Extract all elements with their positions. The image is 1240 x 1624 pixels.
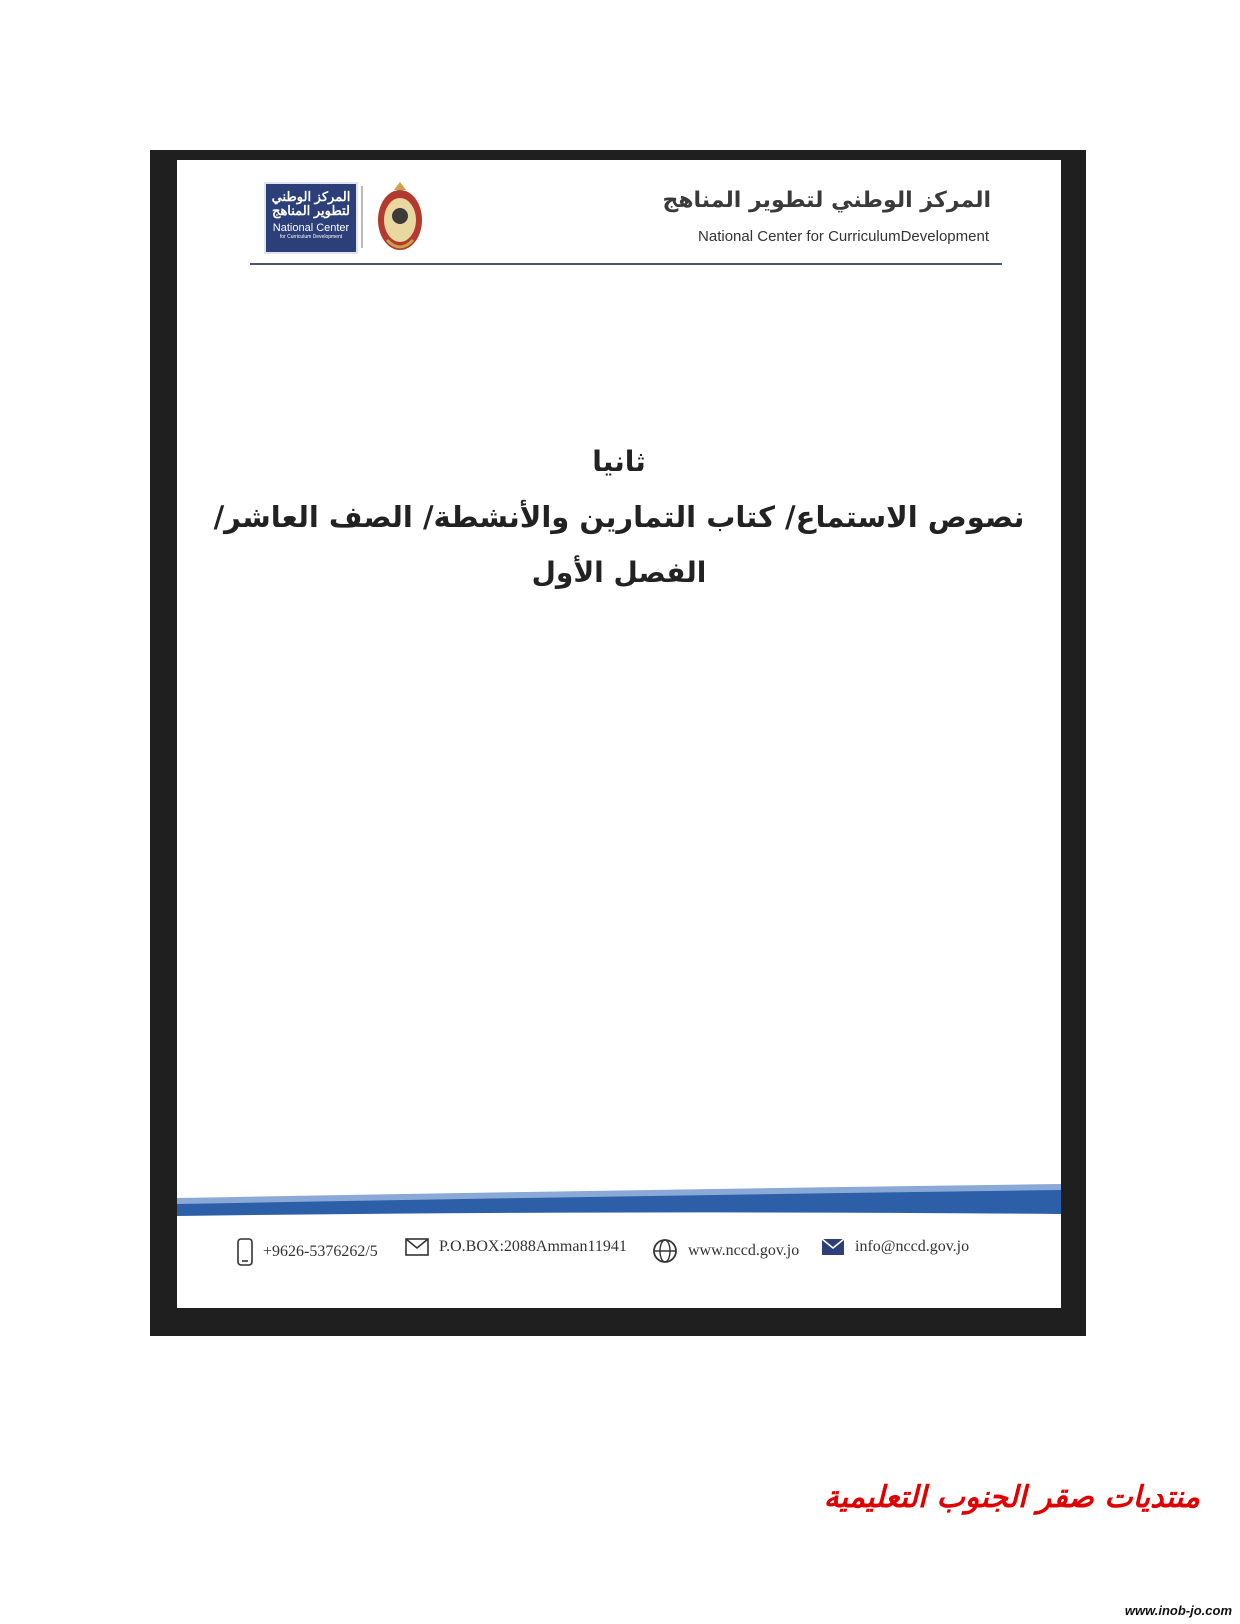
footer-wave — [177, 1182, 1061, 1222]
title-line-3: الفصل الأول — [531, 556, 707, 589]
nccd-logo — [264, 182, 358, 254]
jordan-crest-icon — [375, 180, 425, 256]
title-block — [177, 445, 1061, 589]
email-text: info@nccd.gov.jo — [855, 1238, 970, 1255]
header-divider — [250, 263, 1002, 265]
forum-url: www.inob-jo.com — [1124, 1603, 1232, 1618]
mail-filled-icon — [821, 1238, 845, 1256]
logo-divider — [361, 186, 363, 248]
logo-text-ar: المركز الوطني لتطوير المناهج — [271, 189, 351, 218]
footer-email — [821, 1238, 969, 1256]
footer-phone — [237, 1238, 378, 1266]
title-line-2: نصوص الاستماع/ كتاب التمارين والأنشطة/ الصف العاشر/ — [213, 500, 1025, 534]
logo-text-en: National Center — [266, 222, 356, 234]
phone-text: +9626-5376262/5 — [263, 1243, 378, 1260]
pobox-text: P.O.BOX:2088Amman11941 — [439, 1238, 627, 1255]
globe-icon — [652, 1238, 678, 1264]
title-line-1: ثانيا — [592, 445, 646, 478]
forum-watermark: منتديات صقر الجنوب التعليمية — [823, 1480, 1200, 1515]
org-name-en: National Center for CurriculumDevelopment — [698, 228, 989, 245]
org-name-ar: المركز الوطني لتطوير المناهج — [662, 188, 991, 213]
footer-contacts — [177, 1232, 1061, 1272]
footer-website — [652, 1238, 799, 1264]
mail-outline-icon — [405, 1238, 429, 1256]
phone-icon — [237, 1238, 253, 1266]
footer-pobox — [405, 1238, 627, 1256]
logo-subtext-en: for Curriculum Development — [279, 234, 343, 240]
document-page — [177, 160, 1061, 1308]
website-text: www.nccd.gov.jo — [688, 1242, 800, 1259]
